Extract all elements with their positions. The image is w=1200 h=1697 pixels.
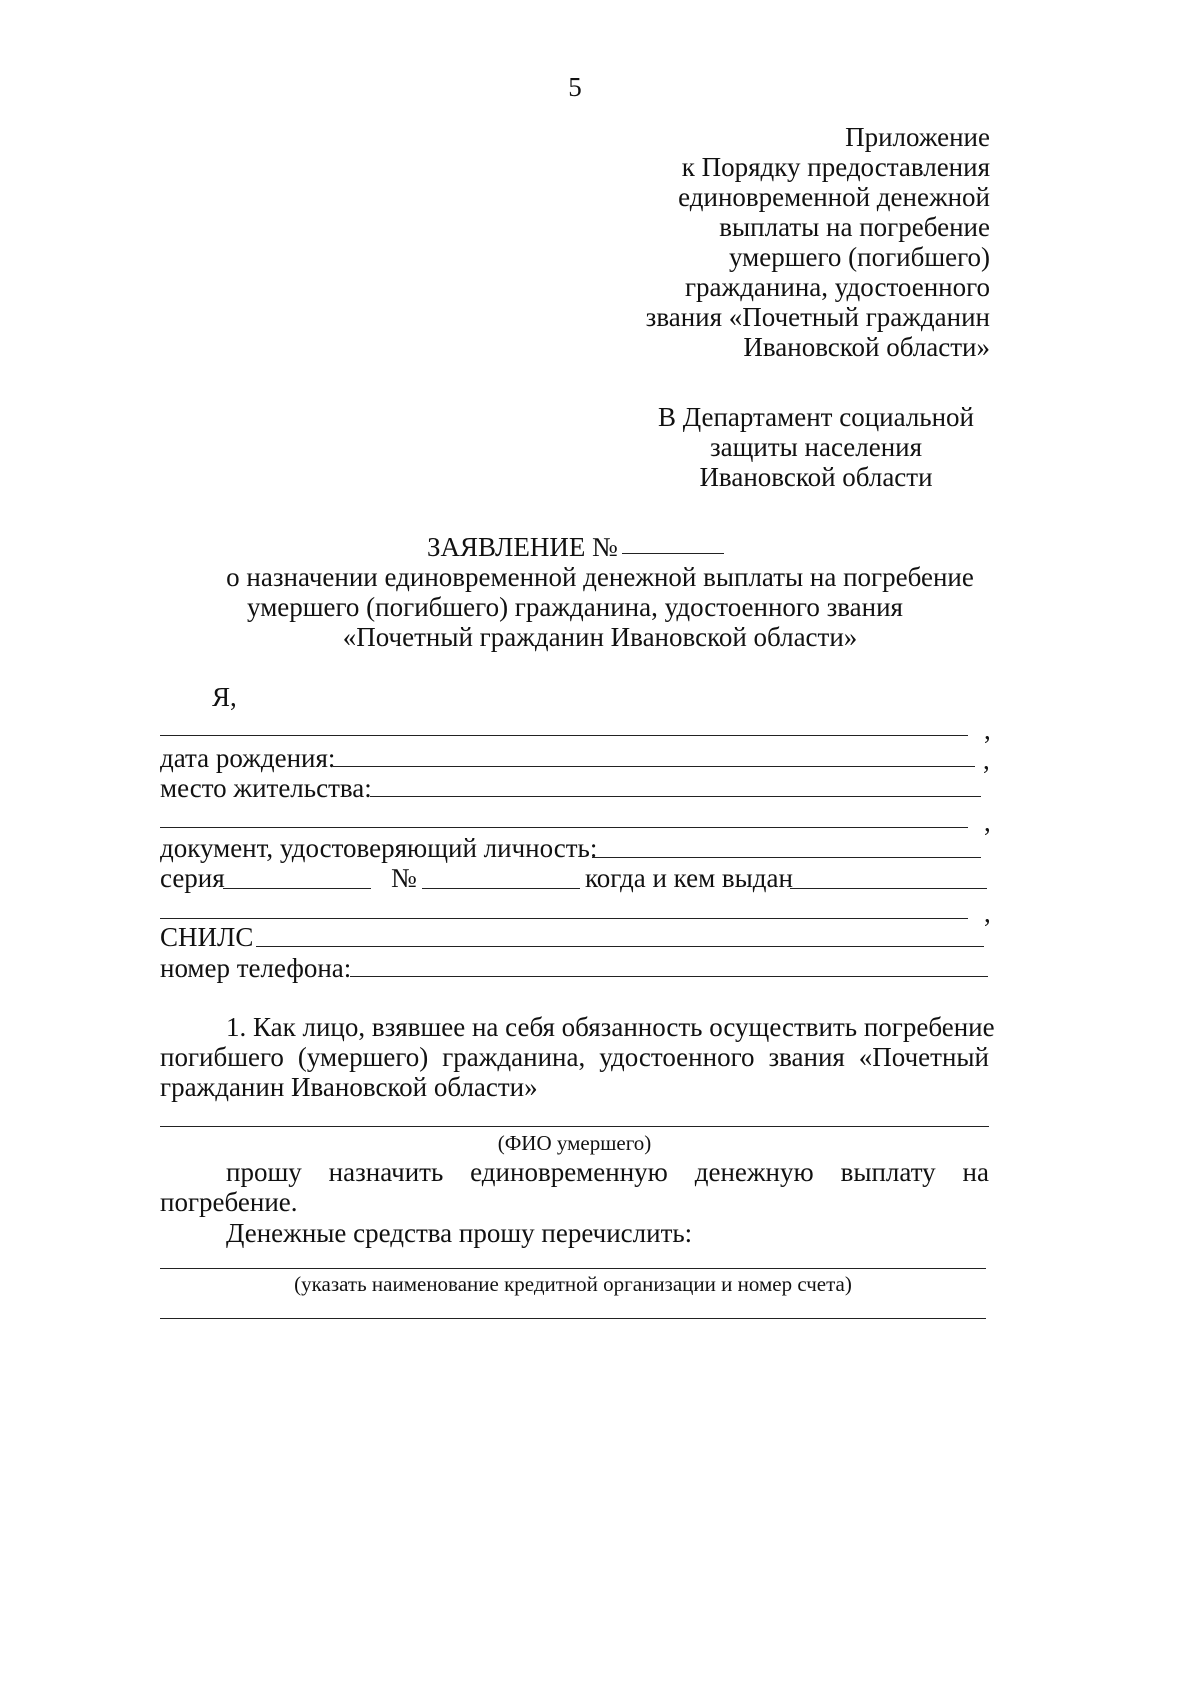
page-number: 5 xyxy=(568,72,582,102)
request-line: погребение. xyxy=(160,1187,298,1217)
comma: , xyxy=(984,898,991,928)
comma: , xyxy=(984,807,991,837)
appendix-line: к Порядку предоставления xyxy=(681,152,990,182)
birth-date-field[interactable] xyxy=(333,766,975,767)
phone-label: номер телефона: xyxy=(160,953,352,983)
comma: , xyxy=(983,745,990,775)
series-label: серия xyxy=(160,863,225,893)
number-field[interactable] xyxy=(422,888,580,889)
appendix-line: Приложение xyxy=(845,122,990,152)
full-name-field[interactable] xyxy=(160,735,968,736)
id-document-label: документ, удостоверяющий личность: xyxy=(160,833,598,863)
appendix-line: звания «Почетный гражданин xyxy=(645,302,990,332)
appendix-line: выплаты на погребение xyxy=(719,212,990,242)
snils-field[interactable] xyxy=(256,946,984,947)
snils-label: СНИЛС xyxy=(160,922,254,952)
issued-field[interactable] xyxy=(790,888,987,889)
bank-account-field-continued[interactable] xyxy=(160,1318,986,1319)
id-document-field[interactable] xyxy=(592,857,981,858)
addressee-line: Ивановской области xyxy=(699,462,933,492)
request-line: прошу назначить единовременную денежную выплату на xyxy=(226,1157,989,1187)
issued-field-continued[interactable] xyxy=(160,918,968,919)
number-label: № xyxy=(391,863,417,893)
statement-number-field[interactable] xyxy=(622,553,724,554)
paragraph-1-line: погибшего (умершего) гражданина, удостоенного звания «Почетный xyxy=(160,1042,989,1072)
paragraph-1-line: 1. Как лицо, взявшее на себя обязанность осуществить погребение xyxy=(226,1012,995,1042)
appendix-line: умершего (погибшего) xyxy=(728,242,990,272)
residence-field-continued[interactable] xyxy=(160,827,968,828)
ya-label: Я, xyxy=(212,682,237,712)
addressee-line: В Департамент социальной xyxy=(657,402,975,432)
residence-field[interactable] xyxy=(370,796,981,797)
statement-heading: ЗАЯВЛЕНИЕ № xyxy=(427,532,618,562)
deceased-name-field[interactable] xyxy=(160,1126,989,1127)
transfer-label: Денежные средства прошу перечислить: xyxy=(226,1218,693,1248)
bank-account-field[interactable] xyxy=(160,1268,986,1269)
birth-date-label: дата рождения: xyxy=(160,743,336,773)
residence-label: место жительства: xyxy=(160,773,372,803)
addressee-line: защиты населения xyxy=(709,432,923,462)
appendix-line: единовременной денежной xyxy=(678,182,990,212)
comma: , xyxy=(984,715,991,745)
series-field[interactable] xyxy=(223,888,371,889)
bank-account-caption: (указать наименование кредитной организации и номер счета) xyxy=(294,1272,852,1296)
statement-subtitle-line: умершего (погибшего) гражданина, удостоенного звания xyxy=(247,592,903,622)
issued-label: когда и кем выдан xyxy=(585,863,793,893)
appendix-line: Ивановской области» xyxy=(743,332,990,362)
phone-field[interactable] xyxy=(350,976,988,977)
appendix-line: гражданина, удостоенного xyxy=(684,272,990,302)
statement-subtitle-line: «Почетный гражданин Ивановской области» xyxy=(342,622,858,652)
deceased-name-caption: (ФИО умершего) xyxy=(497,1131,652,1155)
statement-subtitle-line: о назначении единовременной денежной выплаты на погребение xyxy=(226,562,974,592)
paragraph-1-line: гражданин Ивановской области» xyxy=(160,1072,538,1102)
